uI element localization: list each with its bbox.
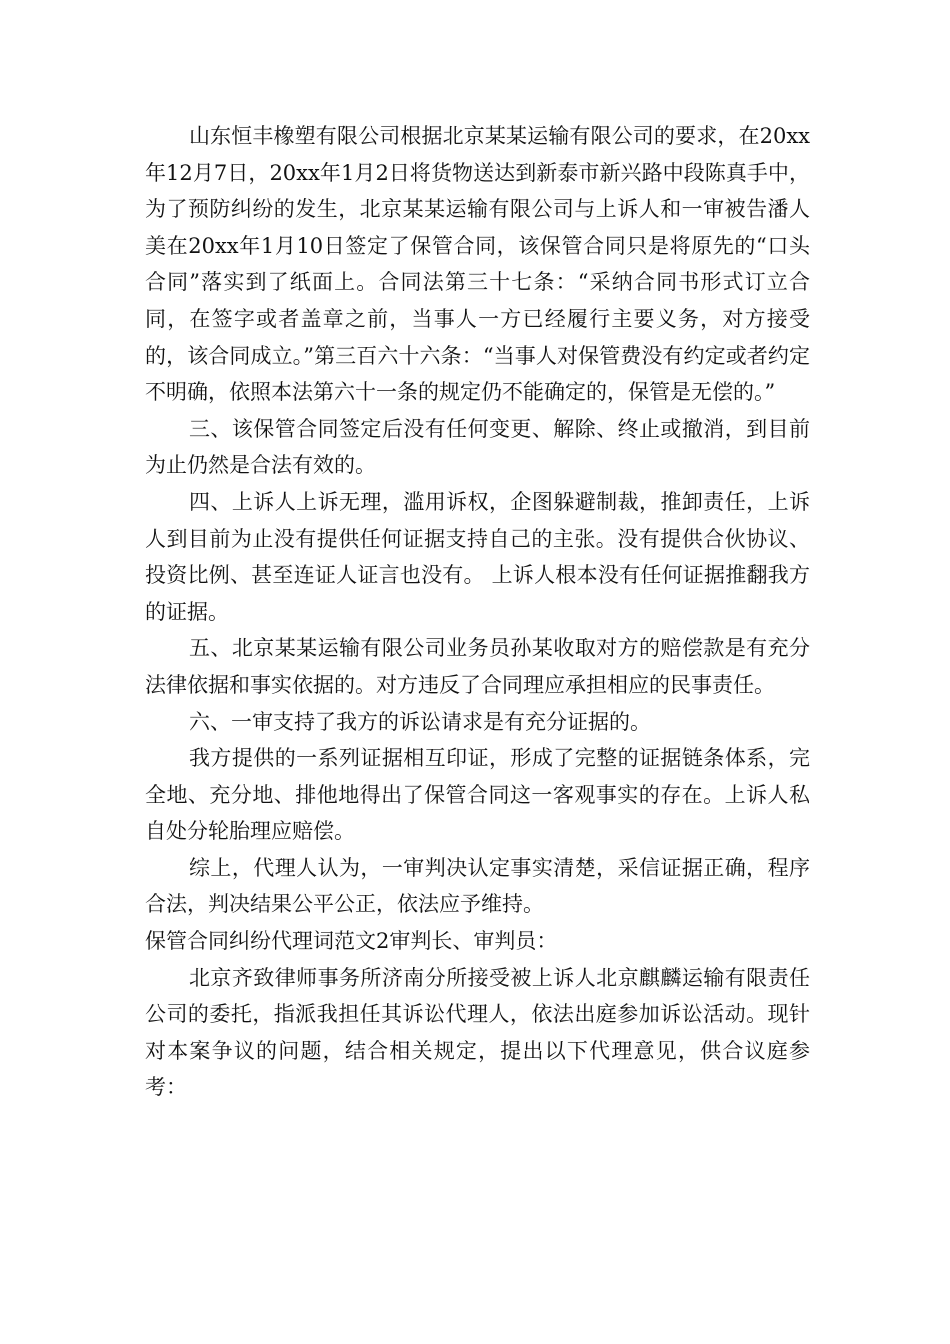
paragraph-point-five: 五、北京某某运输有限公司业务员孙某收取对方的赔偿款是有充分法律依据和事实依据的。对方违反了合同理应承担相应的民事责任。: [145, 636, 810, 697]
paragraph-law-firm-intro: 北京齐致律师事务所济南分所接受被上诉人北京麒麟运输有限责任公司的委托，指派我担任其诉讼代理人，依法出庭参加诉讼活动。现针对本案争议的问题，结合相关规定，提出以下代理意见，供合议庭参考：: [145, 965, 810, 1100]
paragraph-evidence-chain: 我方提供的一系列证据相互印证，形成了完整的证据链条体系，完全地、充分地、排他地得出了保管合同这一客观事实的存在。上诉人私自处分轮胎理应赔偿。: [145, 746, 810, 844]
paragraph-point-three: 三、该保管合同签定后没有任何变更、解除、终止或撤消，到目前为止仍然是合法有效的。: [145, 416, 810, 478]
paragraph-sample-heading: 保管合同纠纷代理词范文2审判长、审判员：: [145, 929, 558, 954]
paragraph-conclusion: 综上，代理人认为，一审判决认定事实清楚，采信证据正确，程序合法，判决结果公平公正，依法应予维持。: [145, 855, 810, 917]
document-page: [145, 118, 810, 1106]
paragraph-point-four: 四、上诉人上诉无理，滥用诉权，企图躲避制裁，推卸责任，上诉人到目前为止没有提供任何证据支持自己的主张。没有提供合伙协议、投资比例、甚至连证人证言也没有。 上诉人根本没有任何证据推翻我方的证据。: [145, 489, 810, 624]
paragraph-storage-contract-facts: 山东恒丰橡塑有限公司根据北京某某运输有限公司的要求，在20xx年12月7日，20xx年1月2日将货物送达到新泰市新兴路中段陈真手中，为了预防纠纷的发生，北京某某运输有限公司与上诉人和一审被告潘人美在20xx年1月10日签定了保管合同，该保管合同只是将原先的“口头合同”落实到了纸面上。合同法第三十七条：“采纳合同书形式订立合同，在签字或者盖章之前，当事人一方已经履行主要义务，对方接受的，该合同成立。”第三百六十六条：“当事人对保管费没有约定或者约定不明确，依照本法第六十一条的规定仍不能确定的，保管是无偿的。”: [145, 124, 810, 405]
paragraph-point-six: 六、一审支持了我方的诉讼请求是有充分证据的。: [189, 709, 651, 734]
